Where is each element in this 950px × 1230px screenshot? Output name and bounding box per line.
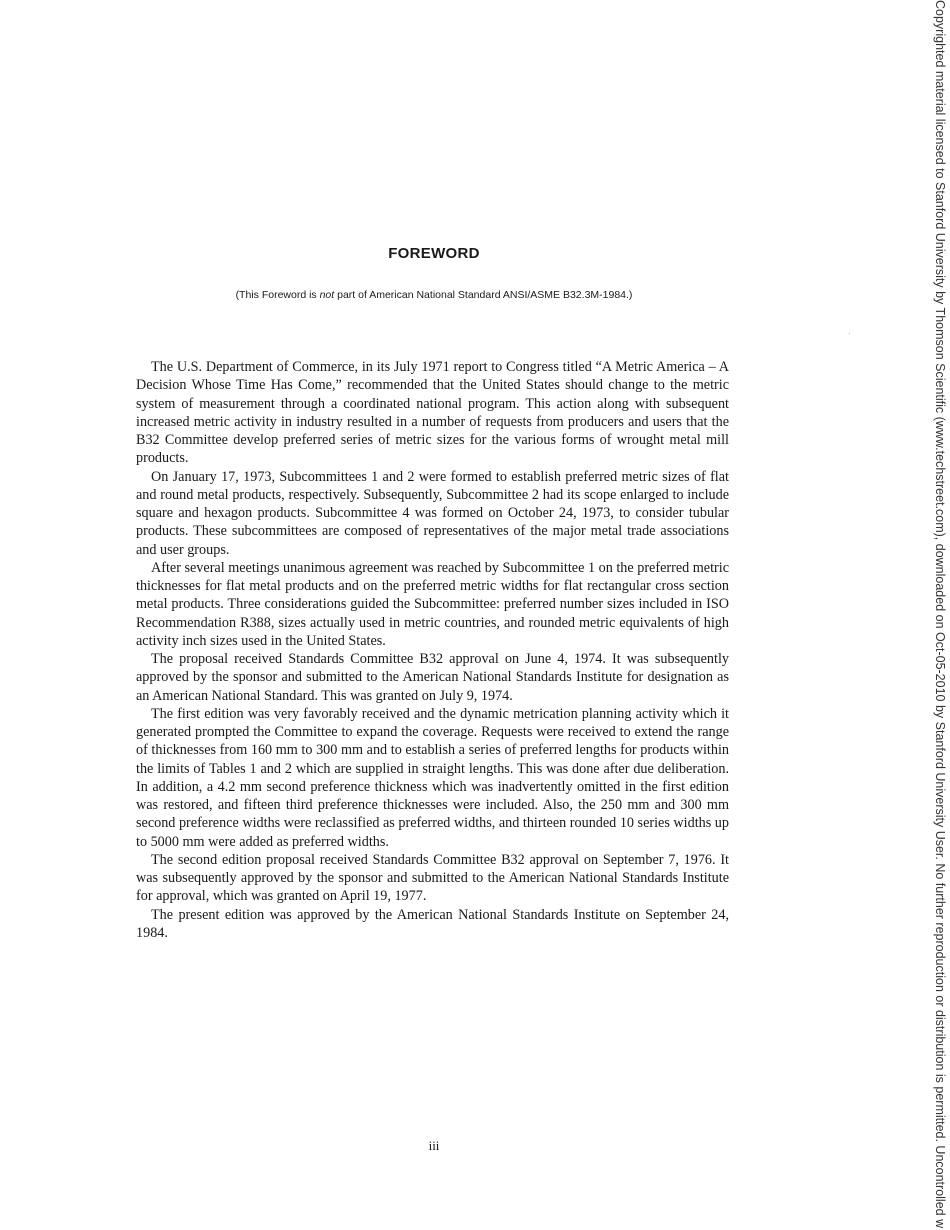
paragraph-6: The second edition proposal received Standards Committee B32 approval on September 7, 1976. It was subsequently approved by the sponsor and submitted to the American National Standards Institute for approval, which was granted on April 19, 1977.: [136, 851, 729, 905]
paragraph-5: The first edition was very favorably received and the dynamic metrication planning activity which it generated prompted the Committee to expand the coverage. Requests were received to extend the range of thicknesses from 160 mm to 300 mm and to establish a series of preferred lengths for products within the limits of Tables 1 and 2 which are supplied in straight lengths. This was done after due deliberation. In addition, a 4.2 mm second preference thickness which was inadvertently omitted in the first edition was restored, and fifteen third preference thicknesses were included. Also, the 250 mm and 300 mm second preference widths were reclassified as preferred widths, and thirteen rounded 10 series widths up to 5000 mm were added as preferred widths.: [136, 705, 729, 850]
page-title: FOREWORD: [388, 245, 480, 262]
paragraph-2: On January 17, 1973, Subcommittees 1 and 2 were formed to establish preferred metric sizes of flat and round metal products, respectively. Subsequently, Subcommittee 2 had its scope enlarged to include square and hexagon products. Subcommittee 4 was formed on October 24, 1973, to consider tubular products. These subcommittees are composed of representatives of the major metal trade associations and user groups.: [136, 468, 729, 558]
foreword-body: [136, 358, 729, 942]
disclaimer-open: (This Foreword is: [235, 289, 320, 301]
foreword-disclaimer: [0, 289, 868, 301]
copyright-watermark: Copyrighted material licensed to Stanford University by Thomson Scientific (www.techstreet.com), downloaded on Oct-05-2010 by Stanford University User. No further reproduction or distribution is permitted. Uncontrolled w: [933, 0, 947, 1229]
page-number: iii: [428, 1138, 440, 1153]
paragraph-1: The U.S. Department of Commerce, in its July 1971 report to Congress titled “A Metric America – A Decision Whose Time Has Come,” recommended that the United States should change to the metric system of measurement through a coordinated national program. This action along with subsequent increased metric activity in industry resulted in a number of requests from producers and users that the B32 Committee develop preferred series of metric sizes for the various forms of wrought metal mill products.: [136, 359, 729, 467]
paragraph-7: The present edition was approved by the American National Standards Institute on September 24, 1984.: [136, 906, 729, 941]
paragraph-3: After several meetings unanimous agreement was reached by Subcommittee 1 on the preferred metric thicknesses for flat metal products and on the preferred metric widths for flat rectangular cross section metal products. Three considerations guided the Subcommittee: preferred number sizes included in ISO Recommendation R388, sizes actually used in metric countries, and rounded metric equivalents of high activity inch sizes used in the United States.: [136, 559, 729, 649]
disclaimer-rest: part of American National Standard ANSI/ASME B32.3M-1984.): [334, 289, 633, 301]
disclaimer-emphasis: not: [319, 289, 335, 301]
paragraph-4: The proposal received Standards Committee B32 approval on June 4, 1974. It was subsequently approved by the sponsor and submitted to the American National Standards Institute for designation as an American National Standard. This was granted on July 9, 1974.: [136, 651, 729, 704]
scan-speck: [849, 333, 850, 334]
